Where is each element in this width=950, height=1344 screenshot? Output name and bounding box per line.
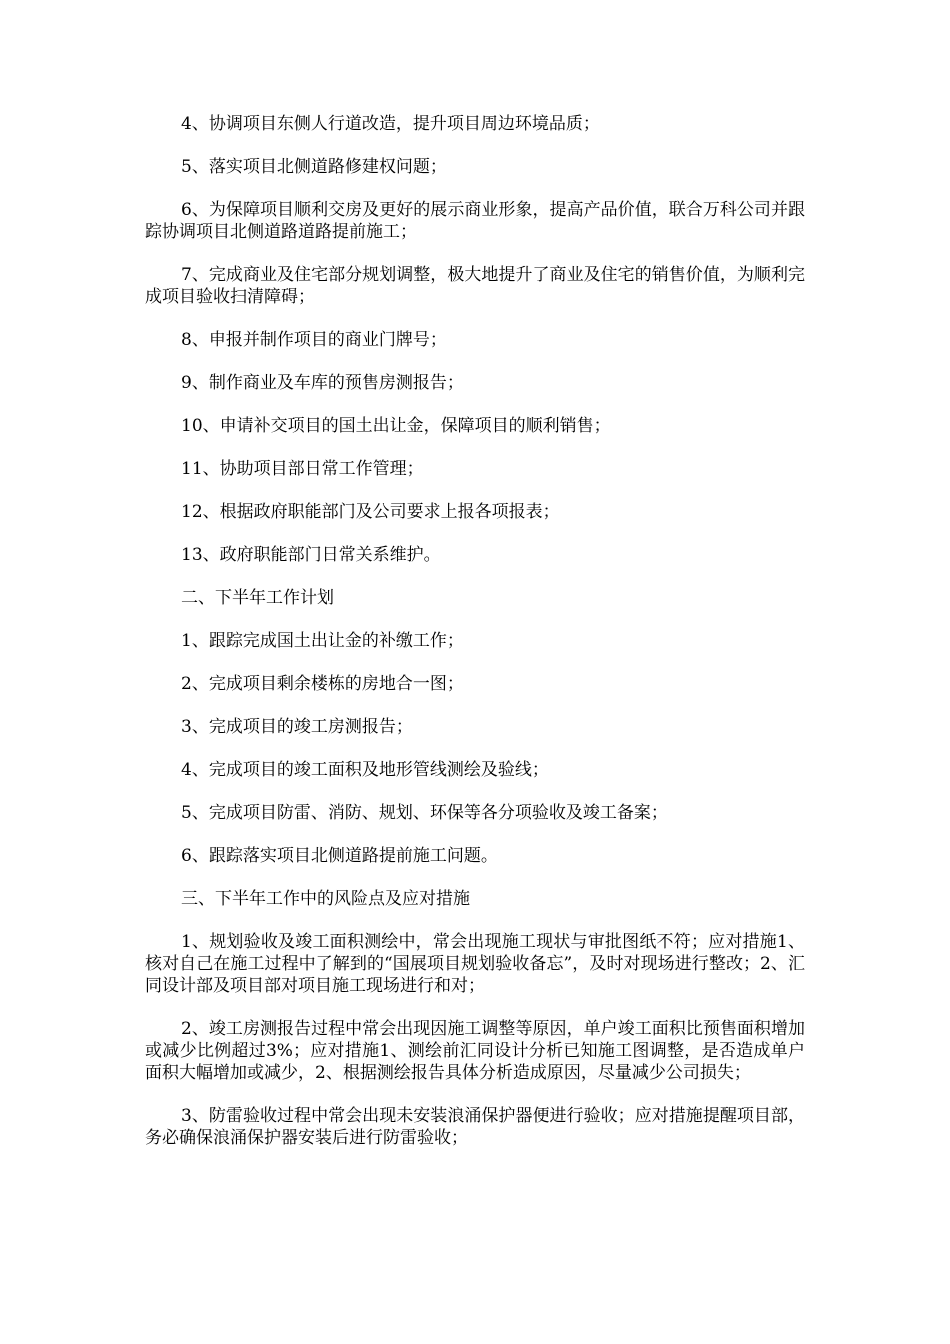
list-item: 3、完成项目的竣工房测报告； — [181, 717, 413, 737]
list-item: 5、落实项目北侧道路修建权问题； — [181, 157, 447, 177]
list-item: 2、竣工房测报告过程中常会出现因施工调整等原因，单户竣工面积比预售面积增加或减少比例超过3%；应对措施1、测绘前汇同设计分析已知施工图调整，是否造成单户面积大幅增加或减少，2、根据测绘报告具体分析造成原因，尽量减少公司损失； — [145, 1019, 805, 1083]
section-heading: 二、下半年工作计划 — [181, 588, 334, 608]
document-body — [145, 113, 805, 1170]
list-item: 6、跟踪落实项目北侧道路提前施工问题。 — [181, 846, 498, 866]
list-item: 8、申报并制作项目的商业门牌号； — [181, 330, 447, 350]
list-item: 1、跟踪完成国土出让金的补缴工作； — [181, 631, 464, 651]
list-item: 7、完成商业及住宅部分规划调整，极大地提升了商业及住宅的销售价值，为顺利完成项目验收扫清障碍； — [145, 265, 805, 307]
list-item: 4、协调项目东侧人行道改造，提升项目周边环境品质； — [181, 114, 600, 134]
list-item: 12、根据政府职能部门及公司要求上报各项报表； — [181, 502, 560, 522]
list-item: 10、申请补交项目的国土出让金，保障项目的顺利销售； — [181, 416, 611, 436]
list-item: 13、政府职能部门日常关系维护。 — [181, 545, 441, 565]
list-item: 4、完成项目的竣工面积及地形管线测绘及验线； — [181, 760, 549, 780]
list-item: 5、完成项目防雷、消防、规划、环保等各分项验收及竣工备案； — [181, 803, 668, 823]
list-item: 11、协助项目部日常工作管理； — [181, 459, 424, 479]
section-heading: 三、下半年工作中的风险点及应对措施 — [181, 889, 470, 909]
list-item: 9、制作商业及车库的预售房测报告； — [181, 373, 464, 393]
list-item: 2、完成项目剩余楼栋的房地合一图； — [181, 674, 464, 694]
list-item: 1、规划验收及竣工面积测绘中，常会出现施工现状与审批图纸不符；应对措施1、核对自己在施工过程中了解到的“国展项目规划验收备忘”，及时对现场进行整改；2、汇同设计部及项目部对项目施工现场进行和对； — [145, 932, 805, 996]
list-item: 3、防雷验收过程中常会出现未安装浪涌保护器便进行验收；应对措施提醒项目部，务必确保浪涌保护器安装后进行防雷验收； — [145, 1106, 805, 1148]
list-item: 6、为保障项目顺利交房及更好的展示商业形象，提高产品价值，联合万科公司并跟踪协调项目北侧道路道路提前施工； — [145, 200, 805, 242]
